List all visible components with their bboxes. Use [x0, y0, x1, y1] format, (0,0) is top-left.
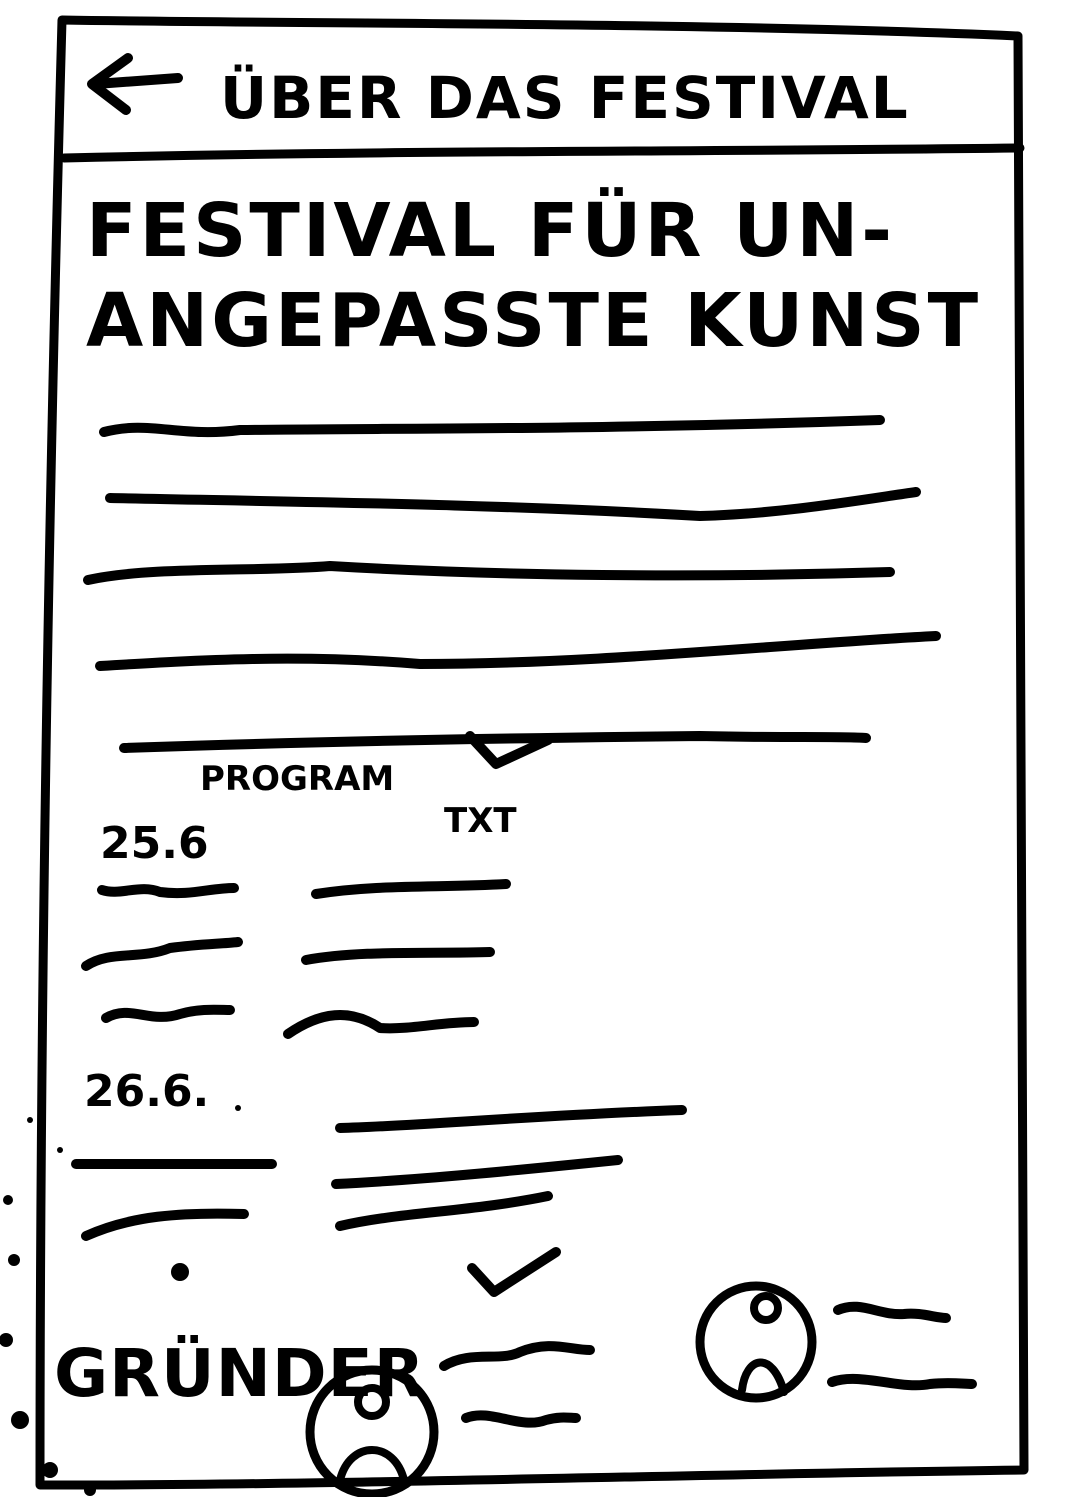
- program-time-line: [86, 942, 238, 966]
- program-entry-line: [340, 1196, 548, 1226]
- program-date: 25.6: [100, 818, 209, 869]
- text-placeholder-line: [100, 636, 936, 666]
- program-time-line: [102, 888, 234, 893]
- program-toggle-text: TXT: [444, 801, 517, 841]
- text-placeholder-line: [88, 566, 890, 580]
- program-entry-line: [340, 1110, 682, 1128]
- headline-line-1: FESTIVAL FÜR UN-: [86, 188, 895, 274]
- program-entry-line: [306, 952, 490, 960]
- headline: [86, 186, 981, 364]
- person-avatar-icon: [310, 1370, 434, 1494]
- founder-info-line: [832, 1379, 972, 1385]
- back-button[interactable]: [92, 58, 178, 110]
- person-avatar-icon: [700, 1286, 812, 1398]
- founder-card[interactable]: [700, 1286, 972, 1398]
- founders-toggle[interactable]: [472, 1252, 556, 1292]
- founders-section: [54, 1252, 972, 1494]
- program-time-line: [86, 1214, 244, 1236]
- arrow-left-icon: [92, 58, 178, 110]
- program-date: 26.6.: [84, 1066, 210, 1117]
- program-label: PROGRAM: [200, 759, 395, 799]
- chevron-down-icon: [472, 1252, 556, 1292]
- program-section: [76, 736, 682, 1236]
- founder-info-line: [466, 1415, 576, 1422]
- text-placeholder-line: [104, 420, 880, 432]
- founders-label: GRÜNDER: [54, 1335, 426, 1412]
- program-entry-line: [336, 1160, 618, 1184]
- program-day: [86, 818, 506, 1034]
- founder-name-line: [444, 1346, 590, 1366]
- text-placeholder-line: [124, 736, 866, 748]
- program-entry-line: [316, 884, 506, 894]
- program-toggle[interactable]: [444, 736, 548, 841]
- header-title: ÜBER DAS FESTIVAL: [220, 64, 910, 132]
- headline-line-2: ANGEPASSTE KUNST: [86, 278, 982, 364]
- program-time-line: [106, 1010, 230, 1018]
- text-placeholder-line: [110, 492, 916, 516]
- program-entry-line: [288, 1015, 474, 1034]
- description-text: [88, 420, 936, 748]
- header-bar: [64, 58, 1020, 158]
- founder-name-line: [838, 1307, 946, 1318]
- program-day: [76, 1066, 682, 1236]
